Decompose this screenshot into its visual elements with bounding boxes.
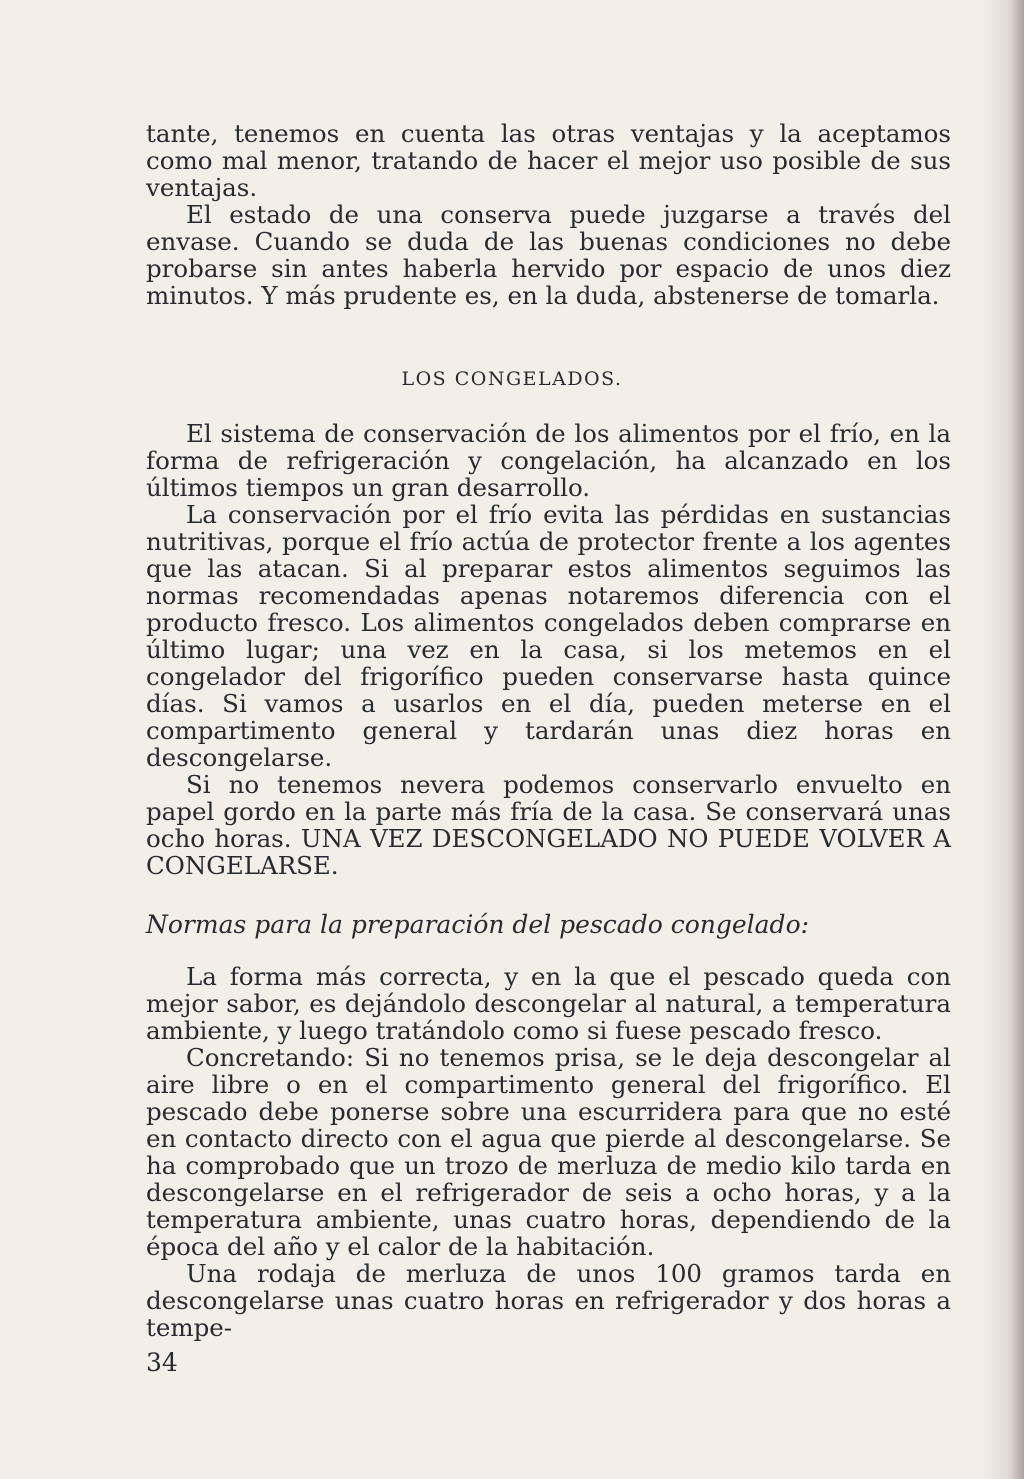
paragraph: La conservación por el frío evita las pérdidas en sustancias nutritivas, porque el frío actúa de protector frente a los agentes que las atacan. Si al preparar estos alimentos seguimos las normas recomendadas apenas notaremos diferencia con el producto fresco. Los alimentos congelados deben comprarse en último lugar; una vez en la casa, si los metemos en el congelador del frigorífico pueden conservarse hasta quince días. Si vamos a usarlos en el día, pueden meterse en el compartimento general y tardarán unas diez horas en descongelarse. bbox=[146, 500, 951, 772]
paragraph: La forma más correcta, y en la que el pescado queda con mejor sabor, es dejándolo descongelar al natural, a temperatura ambiente, y luego tratándolo como si fuese pescado fresco. bbox=[146, 962, 951, 1045]
paragraph: El estado de una conserva puede juzgarse a través del envase. Cuando se duda de las buenas condiciones no debe probarse sin antes haberla hervido por espacio de unos diez minutos. Y más prudente es, en la duda, abstenerse de tomarla. bbox=[146, 200, 951, 310]
subheading: Normas para la preparación del pescado congelado: bbox=[146, 910, 810, 939]
page-edge-shadow bbox=[1010, 0, 1024, 1479]
paragraph: Una rodaja de merluza de unos 100 gramos tarda en descongelarse unas cuatro horas en refrigerador y dos horas a tempe- bbox=[146, 1259, 951, 1342]
page-number: 34 bbox=[146, 1348, 178, 1377]
paragraph: El sistema de conservación de los alimentos por el frío, en la forma de refrigeración y congelación, ha alcanzado en los últimos tiempos un gran desarrollo. bbox=[146, 419, 951, 502]
paragraph: tante, tenemos en cuenta las otras ventajas y la aceptamos como mal menor, tratando de hacer el mejor uso posible de sus ventajas. bbox=[146, 119, 951, 202]
section-heading: LOS CONGELADOS. bbox=[401, 368, 623, 390]
text-block-bottom bbox=[146, 963, 951, 1341]
paragraph: Concretando: Si no tenemos prisa, se le deja descongelar al aire libre o en el compartimento general del frigorífico. El pescado debe ponerse sobre una escurridera para que no esté en contacto directo con el agua que pierde al descongelarse. Se ha comprobado que un trozo de merluza de medio kilo tarda en descongelarse en el refrigerador de seis a ocho horas, y a la temperatura ambiente, unas cuatro horas, dependiendo de la época del año y el calor de la habitación. bbox=[146, 1043, 951, 1261]
text-block-middle bbox=[146, 420, 951, 879]
text-block-top bbox=[146, 120, 951, 309]
paragraph: Si no tenemos nevera podemos conservarlo envuelto en papel gordo en la parte más fría de la casa. Se conservará unas ocho horas. UNA VEZ DESCONGELADO NO PUEDE VOLVER A CONGELARSE. bbox=[146, 770, 951, 880]
